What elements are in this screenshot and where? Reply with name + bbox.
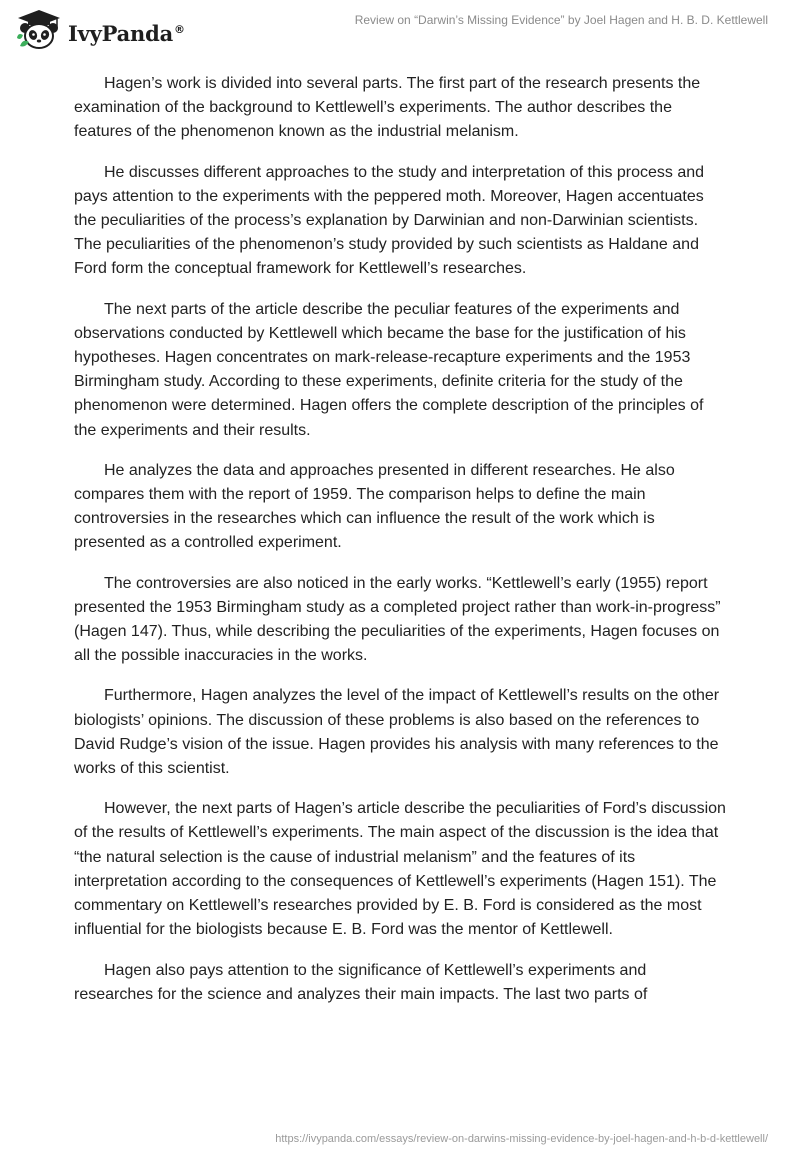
page-header <box>0 0 800 60</box>
paragraph: Furthermore, Hagen analyzes the level of the impact of Kettlewell’s results on the other biologists’ opinions. The discussion of these problems is also based on the references to David Rudge’s vision of the issue. Hagen provides his analysis with many references to the works of this scientist. <box>74 687 720 778</box>
ivypanda-logo[interactable] <box>14 8 185 52</box>
document-title: Review on “Darwin’s Missing Evidence” by Joel Hagen and H. B. D. Kettlewell <box>354 13 768 27</box>
source-url-link[interactable]: https://ivypanda.com/essays/review-on-darwins-missing-evidence-by-joel-hagen-and-h-b-d-kettlewell/ <box>275 1133 768 1145</box>
paragraph: However, the next parts of Hagen’s article describe the peculiarities of Ford’s discussion of the results of Kettlewell’s experiments. The main aspect of the discussion is the idea that “the natural selection is the cause of industrial melanism” and the features of its interpretation according to the consequences of Kettlewell’s experiments (Hagen 151). The commentary on Kettlewell’s researches provided by E. B. Ford is considered as the most influential for the biologists because E. B. Ford was the mentor of Kettlewell. <box>74 800 726 939</box>
paragraph: He discusses different approaches to the study and interpretation of this process and pays attention to the experiments with the peppered moth. Moreover, Hagen accentuates the peculiarities of the process’s explanation by Darwinian and non-Darwinian scientists. The peculiarities of the phenomenon’s study provided by such scientists as Haldane and Ford form the conceptual framework for Kettlewell’s researches. <box>74 163 705 278</box>
paragraph: He analyzes the data and approaches presented in different researches. He also compares them with the report of 1959. The comparison helps to define the main controversies in the researches which can influence the result of the work which is presented as a controlled experiment. <box>74 461 675 552</box>
paragraph: The next parts of the article describe the peculiar features of the experiments and observations conducted by Kettlewell which became the base for the justification of his hypotheses. Hagen concentrates on mark-release-recapture experiments and the 1953 Birmingham study. According to these experiments, definite criteria for the study of the phenomenon were determined. Hagen offers the complete description of the principles of the experiments and their results. <box>74 300 704 439</box>
registered-mark: ® <box>174 22 185 36</box>
essay-body <box>74 72 726 1023</box>
paragraph: The controversies are also noticed in the early works. “Kettlewell’s early (1955) report presented the 1953 Birmingham study as a completed project rather than work-in-progress” (Hagen 147). Thus, while describing the peculiarities of the experiments, Hagen focuses on all the possible inaccuracies in the works. <box>74 574 721 665</box>
paragraph: Hagen also pays attention to the significance of Kettlewell’s experiments and researches for the science and analyzes their main impacts. The last two parts of <box>74 961 648 1003</box>
paragraph: Hagen’s work is divided into several parts. The first part of the research presents the examination of the background to Kettlewell’s experiments. The author describes the features of the phenomenon known as the industrial melanism. <box>74 75 701 141</box>
panda-graduation-cap-icon <box>14 8 64 52</box>
brand-name: IvyPanda® <box>68 20 185 46</box>
